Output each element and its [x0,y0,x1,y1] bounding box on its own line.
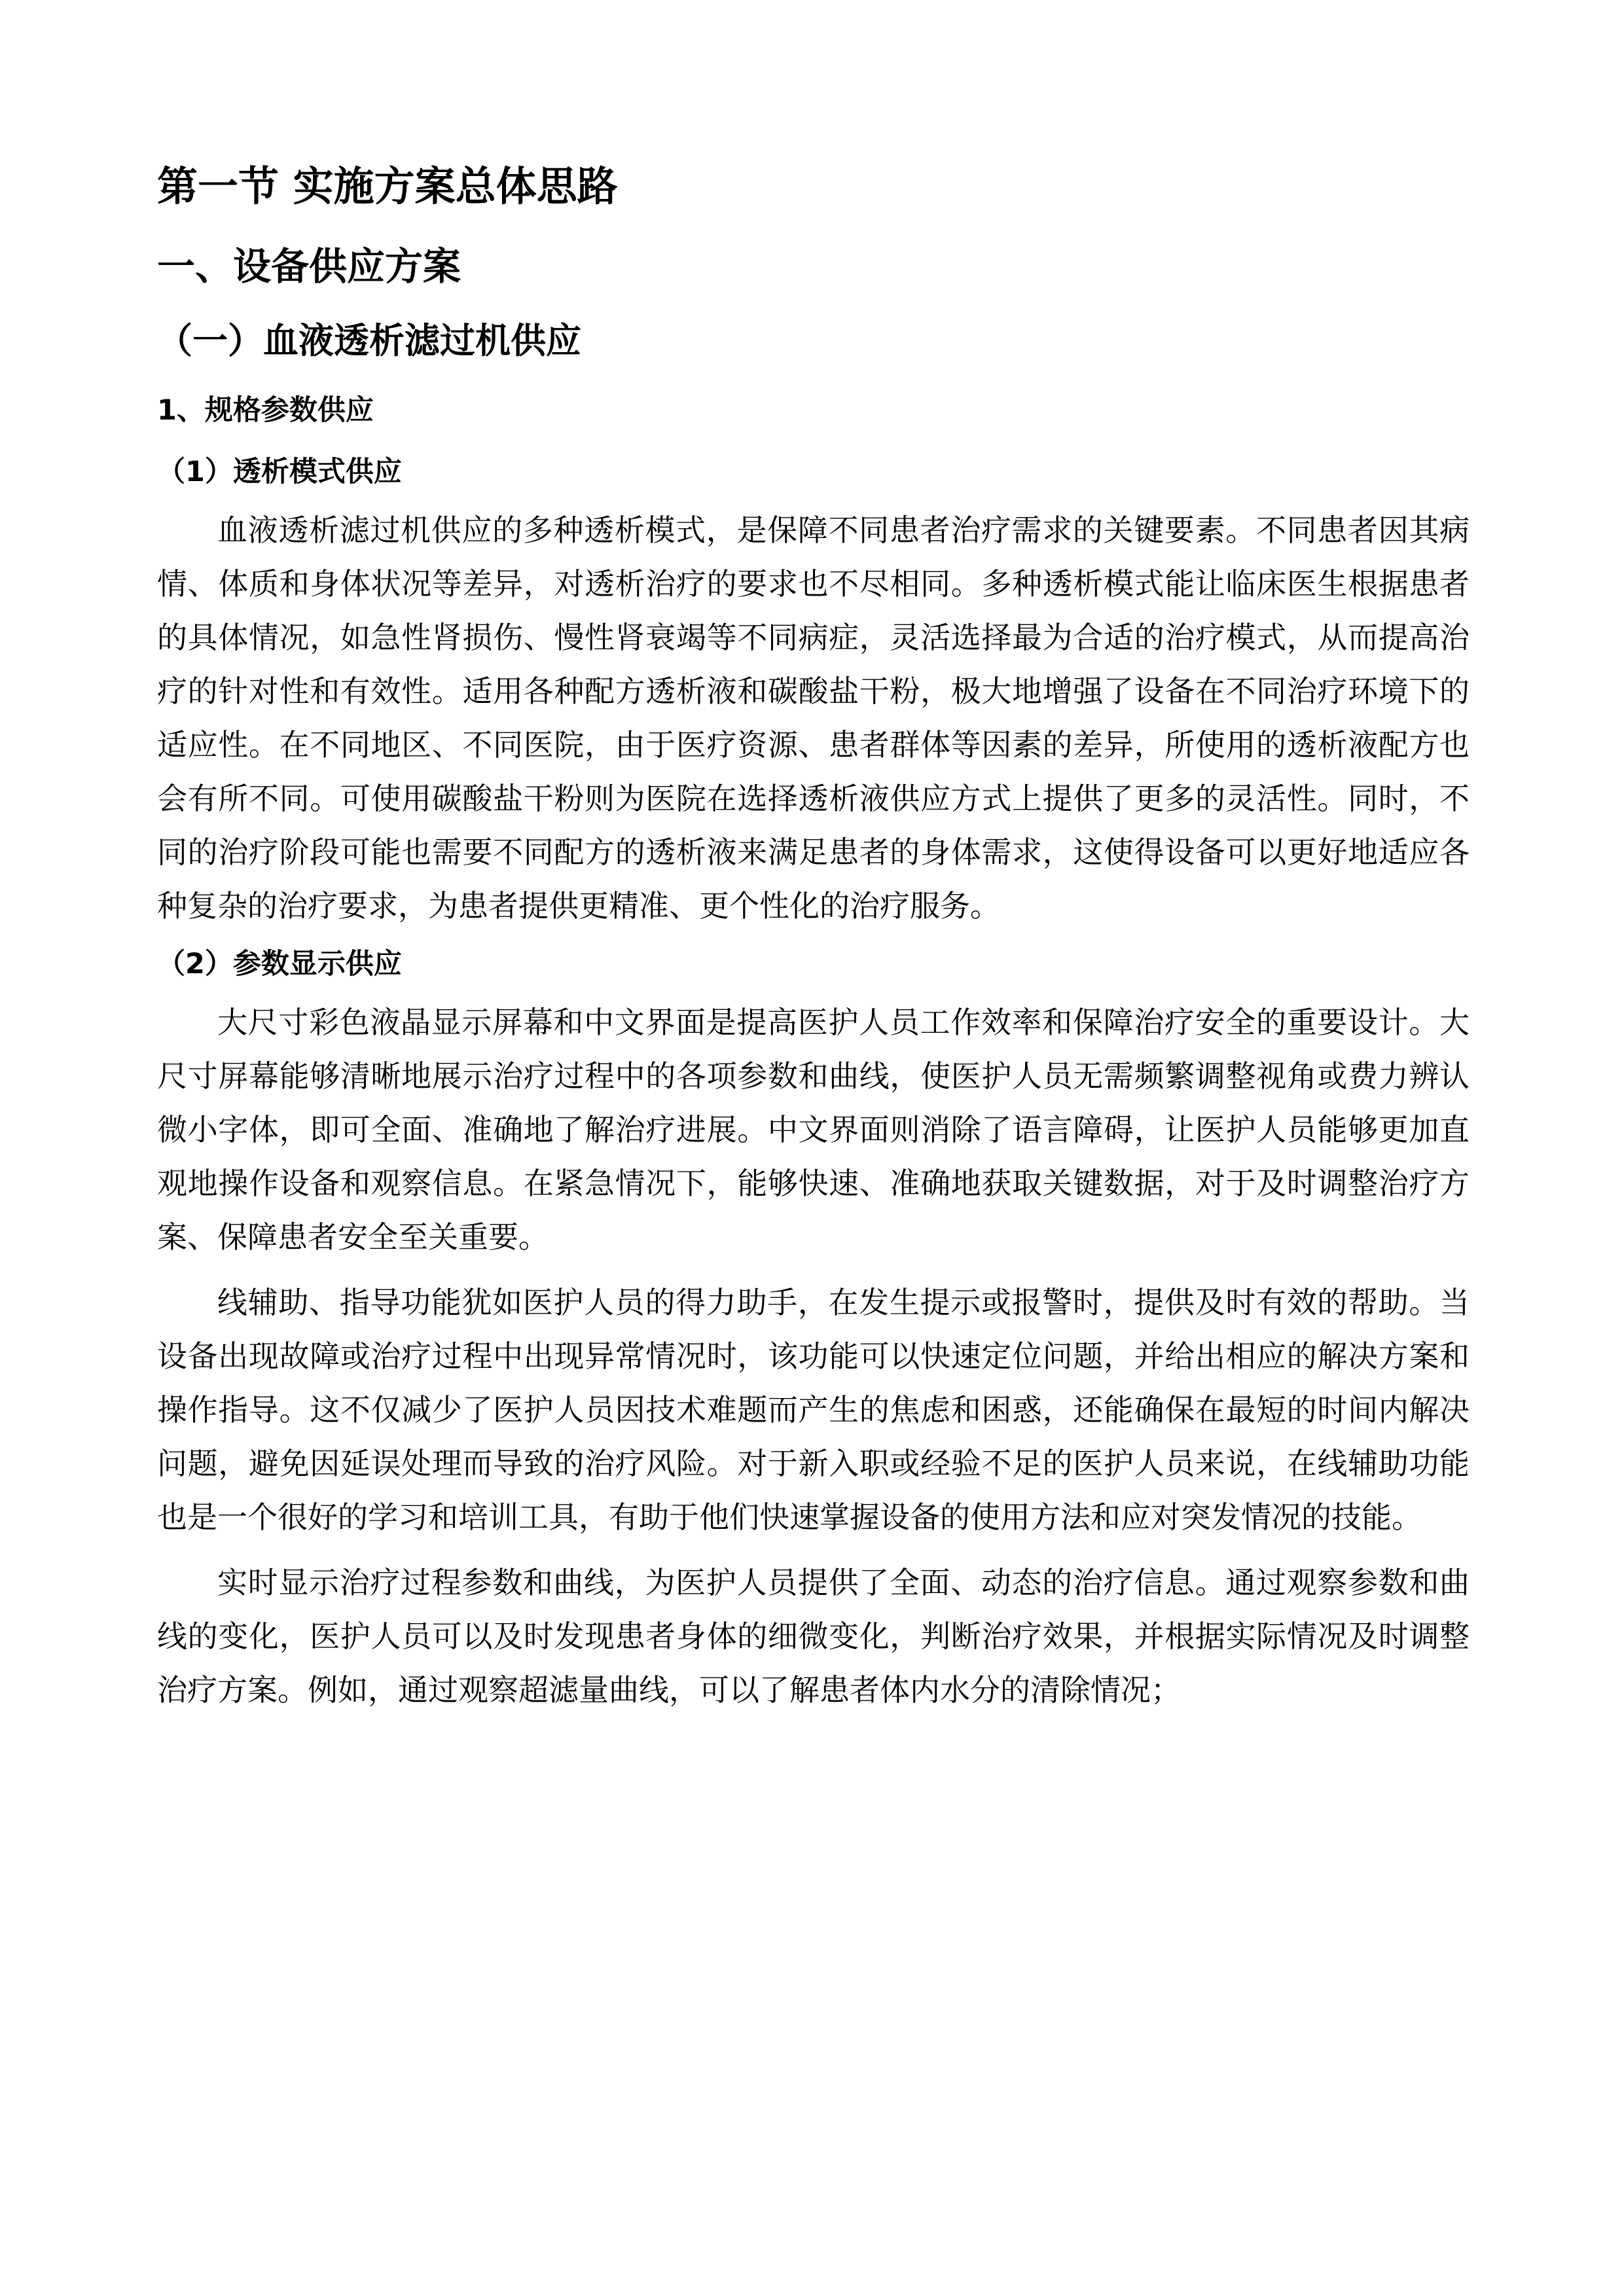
paragraph: 血液透析滤过机供应的多种透析模式，是保障不同患者治疗需求的关键要素。不同患者因其病情、体质和身体状况等差异，对透析治疗的要求也不尽相同。多种透析模式能让临床医生根据患者的具体情况，如急性肾损伤、慢性肾衰竭等不同病症，灵活选择最为合适的治疗模式，从而提高治疗的针对性和有效性。适用各种配方透析液和碳酸盐干粉，极大地增强了设备在不同治疗环境下的适应性。在不同地区、不同医院，由于医疗资源、患者群体等因素的差异，所使用的透析液配方也会有所不同。可使用碳酸盐干粉则为医院在选择透析液供应方式上提供了更多的灵活性。同时，不同的治疗阶段可能也需要不同配方的透析液来满足患者的身体需求，这使得设备可以更好地适应各种复杂的治疗要求，为患者提供更精准、更个性化的治疗服务。 [157,512,1470,924]
heading-equipment-supply: 一、设备供应方案 [157,244,461,289]
paragraph: 大尺寸彩色液晶显示屏幕和中文界面是提高医护人员工作效率和保障治疗安全的重要设计。大尺寸屏幕能够清晰地展示治疗过程中的各项参数和曲线，使医护人员无需频繁调整视角或费力辨认微小字体，即可全面、准确地了解治疗进展。中文界面则消除了语言障碍，让医护人员能够更加直观地操作设备和观察信息。在紧急情况下，能够快速、准确地获取关键数据，对于及时调整治疗方案、保障患者安全至关重要。 [157,1005,1470,1255]
section-title: 第一节 实施方案总体思路 [157,162,618,210]
paragraph: 实时显示治疗过程参数和曲线，为医护人员提供了全面、动态的治疗信息。通过观察参数和曲线的变化，医护人员可以及时发现患者身体的细微变化，判断治疗效果，并根据实际情况及时调整治疗方案。例如，通过观察超滤量曲线，可以了解患者体内水分的清除情况； [157,1565,1470,1708]
paragraph: 线辅助、指导功能犹如医护人员的得力助手，在发生提示或报警时，提供及时有效的帮助。当设备出现故障或治疗过程中出现异常情况时，该功能可以快速定位问题，并给出相应的解决方案和操作指导。这不仅减少了医护人员因技术难题而产生的焦虑和困惑，还能确保在最短的时间内解决问题，避免因延误处理而导致的治疗风险。对于新入职或经验不足的医护人员来说，在线辅助功能也是一个很好的学习和培训工具，有助于他们快速掌握设备的使用方法和应对突发情况的技能。 [157,1285,1470,1535]
heading-hemodiafiltration-machine: （一）血液透析滤过机供应 [157,320,581,361]
document-body [157,160,1470,1729]
heading-spec-parameters: 1、规格参数供应 [157,394,374,427]
heading-dialysis-mode: （1）透析模式供应 [157,456,402,488]
heading-parameter-display: （2）参数显示供应 [157,948,402,980]
